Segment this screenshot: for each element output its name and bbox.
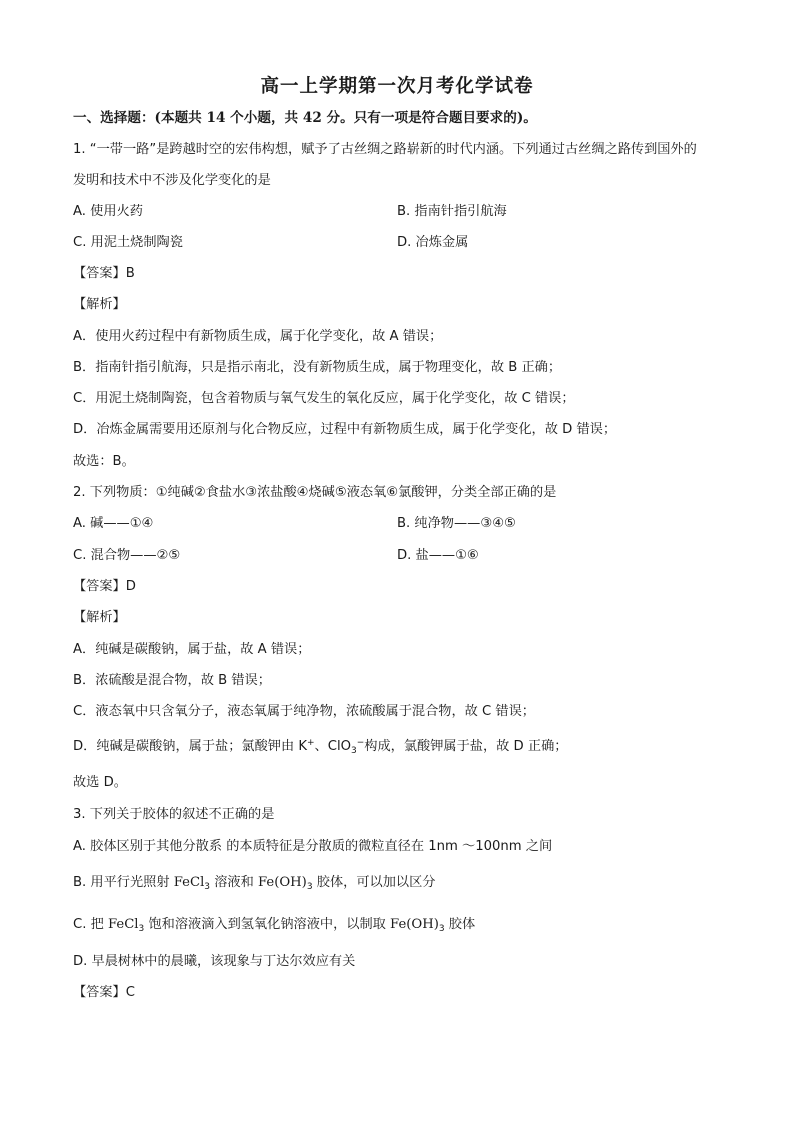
- ferric-chloride-subscript: 3: [138, 924, 145, 934]
- q3-option-c-text-start: C. 把: [73, 917, 108, 932]
- q2-analysis-d: [73, 737, 567, 757]
- q2-conclusion: 故选 D。: [73, 775, 127, 790]
- potassium-charge: +: [307, 738, 315, 748]
- q2-option-c: C. 混合物——②⑤: [73, 548, 181, 563]
- q1-option-b: B. 指南针指引航海: [397, 204, 507, 219]
- q1-analysis-c: C．用泥土烧制陶瓷，包含着物质与氧气发生的氧化反应，属于化学变化，故 C 错误；: [73, 391, 575, 406]
- q1-stem-line1: 1. “一带一路”是跨越时空的宏伟构想，赋予了古丝绸之路崭新的时代内涵。下列通过古丝绸之路传到国外的: [73, 142, 697, 157]
- q2-analysis-d-text-start: D．纯碱是碳酸钠，属于盐；氯酸钾由 K: [73, 739, 307, 754]
- ferric-hydroxide-subscript: 3: [438, 924, 445, 934]
- q3-option-d: D. 早晨树林中的晨曦，该现象与丁达尔效应有关: [73, 954, 356, 969]
- q2-answer: 【答案】D: [73, 579, 136, 594]
- q2-analysis-a: A．纯碱是碳酸钠，属于盐，故 A 错误；: [73, 642, 311, 657]
- chlorate-charge: −: [356, 738, 365, 748]
- ferric-chloride-formula: FeCl: [173, 875, 205, 890]
- q1-answer: 【答案】B: [73, 266, 135, 281]
- q1-option-a: A. 使用火药: [73, 204, 143, 219]
- q3-option-a: A. 胶体区别于其他分散系 的本质特征是分散质的微粒直径在 1nm ～100nm 之间: [73, 839, 553, 854]
- q1-analysis-b: B．指南针指引航海，只是指示南北，没有新物质生成，属于物理变化，故 B 正确；: [73, 360, 562, 375]
- q2-analysis-b: B．浓硫酸是混合物，故 B 错误；: [73, 673, 271, 688]
- q3-answer: 【答案】C: [73, 985, 135, 1000]
- q1-conclusion: 故选：B。: [73, 454, 135, 469]
- q1-analysis-a: A．使用火药过程中有新物质生成，属于化学变化，故 A 错误；: [73, 329, 443, 344]
- q2-option-a: A. 碱——①④: [73, 516, 154, 531]
- q2-analysis-d-chlorate: 、ClO: [314, 739, 351, 754]
- ferric-hydroxide-formula: Fe(OH): [257, 875, 307, 890]
- q3-option-b: [73, 873, 435, 893]
- q3-option-c: [73, 915, 475, 935]
- ferric-chloride-subscript: 3: [204, 882, 211, 892]
- chlorate-subscript: 3: [351, 746, 357, 756]
- ferric-hydroxide-formula: Fe(OH): [390, 917, 439, 932]
- q3-option-b-text-mid: 溶液和: [210, 875, 258, 890]
- q2-option-d: D. 盐——①⑥: [397, 548, 479, 563]
- q2-analysis-label: 【解析】: [73, 610, 126, 625]
- q3-option-b-text-end: 胶体，可以加以区分: [312, 875, 436, 890]
- q2-option-b: B. 纯净物——③④⑤: [397, 516, 516, 531]
- q1-stem-line2: 发明和技术中不涉及化学变化的是: [73, 173, 271, 188]
- q1-analysis-label: 【解析】: [73, 297, 126, 312]
- section-heading: 一、选择题：(本题共 14 个小题，共 42 分。只有一项是符合题目要求的)。: [73, 110, 537, 126]
- page-title: 高一上学期第一次月考化学试卷: [260, 76, 534, 97]
- q1-option-c: C. 用泥土烧制陶瓷: [73, 235, 183, 250]
- ferric-hydroxide-subscript: 3: [306, 882, 313, 892]
- ferric-chloride-formula: FeCl: [107, 917, 139, 932]
- q3-option-c-text-end: 胶体: [444, 917, 476, 932]
- q2-stem: 2. 下列物质：①纯碱②食盐水③浓盐酸④烧碱⑤液态氧⑥氯酸钾，分类全部正确的是: [73, 485, 557, 500]
- q2-analysis-c: C．液态氧中只含氧分子，液态氧属于纯净物，浓硫酸属于混合物，故 C 错误；: [73, 704, 535, 719]
- q3-option-c-text-mid: 饱和溶液滴入到氢氧化钠溶液中，以制取: [144, 917, 391, 932]
- q3-stem: 3. 下列关于胶体的叙述不正确的是: [73, 807, 275, 822]
- q2-analysis-d-text-end: 构成，氯酸钾属于盐，故 D 正确；: [364, 739, 568, 754]
- q1-analysis-d: D．冶炼金属需要用还原剂与化合物反应，过程中有新物质生成，属于化学变化，故 D 错误；: [73, 422, 617, 437]
- q3-option-b-text-start: B. 用平行光照射: [73, 875, 174, 890]
- q1-option-d: D. 冶炼金属: [397, 235, 469, 250]
